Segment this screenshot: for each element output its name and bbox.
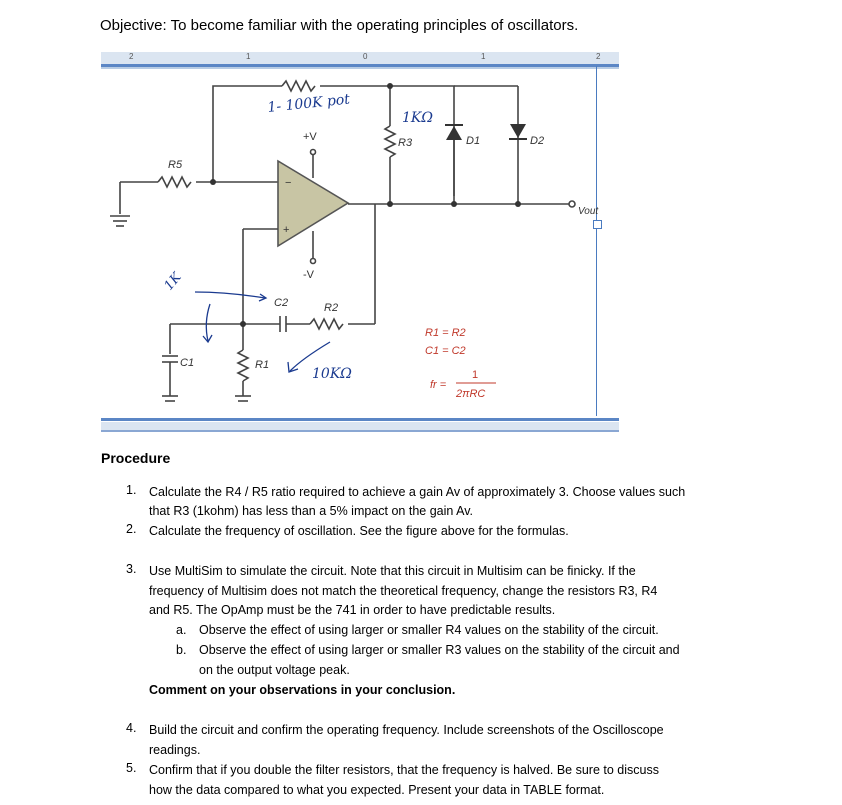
step-number: 3. bbox=[126, 562, 137, 576]
step-5-line-2: how the data compared to what you expected. Present your data in TABLE format. bbox=[149, 783, 605, 797]
step-5-line-1: Confirm that if you double the filter resistors, that the frequency is halved. Be sure to discuss bbox=[149, 763, 659, 777]
pot-resistor-symbol bbox=[282, 81, 315, 91]
handwritten-r2-note: 10KΩ bbox=[312, 366, 352, 382]
svg-text:−: − bbox=[285, 177, 292, 189]
ruler-mark: 2 bbox=[129, 52, 134, 61]
substep-b-line-2: on the output voltage peak. bbox=[199, 663, 350, 677]
c1-label: C1 bbox=[180, 357, 195, 369]
step-3-line-1: Use MultiSim to simulate the circuit. Note that this circuit in Multisim can be finicky. If the bbox=[149, 564, 636, 578]
substep-a-line-1: Observe the effect of using larger or smaller R4 values on the stability of the circuit. bbox=[199, 623, 659, 637]
formula-denominator: 2πRC bbox=[456, 388, 486, 400]
handwritten-arrow bbox=[195, 292, 265, 298]
r1-label: R1 bbox=[255, 359, 270, 371]
r5-resistor-symbol bbox=[158, 177, 191, 187]
c2-label: C2 bbox=[274, 297, 289, 309]
step-3-line-3: and R5. The OpAmp must be the 741 in order to have predictable results. bbox=[149, 603, 556, 617]
step-number: 5. bbox=[126, 761, 137, 775]
formula-fr-label: fr = bbox=[430, 379, 447, 391]
step-1-line-2: that R3 (1kohm) has less than a 5% impact on the gain Av. bbox=[149, 504, 474, 518]
procedure-heading: Procedure bbox=[101, 450, 171, 466]
plus-v-label: +V bbox=[303, 131, 317, 143]
page-break-bar bbox=[101, 418, 619, 436]
r3-label: R3 bbox=[398, 137, 413, 149]
handwritten-pot-note: 1- 100K pot bbox=[266, 91, 351, 116]
formula-r1-r2: R1 = R2 bbox=[425, 327, 466, 339]
r3-resistor-symbol bbox=[385, 126, 395, 157]
d1-label: D1 bbox=[466, 135, 481, 147]
handwritten-r3-note: 1KΩ bbox=[402, 110, 433, 126]
formula-numerator: 1 bbox=[472, 369, 479, 381]
r2-label: R2 bbox=[324, 302, 339, 314]
ruler-mark: 1 bbox=[481, 52, 486, 61]
handwritten-r1-note: 1K bbox=[161, 270, 185, 294]
d2-diode-symbol bbox=[510, 124, 526, 138]
substep-b-label: b. bbox=[176, 643, 187, 657]
substep-b-line-1: Observe the effect of using larger or smaller R3 values on the stability of the circuit and bbox=[199, 643, 680, 657]
r1-resistor-symbol bbox=[238, 350, 248, 381]
step-4-line-1: Build the circuit and confirm the operating frequency. Include screenshots of the Oscilloscope bbox=[149, 723, 664, 737]
step-2-line-1: Calculate the frequency of oscillation. See the figure above for the formulas. bbox=[149, 524, 569, 538]
step-number: 2. bbox=[126, 522, 137, 536]
d1-diode-symbol bbox=[446, 126, 462, 140]
step-number: 1. bbox=[126, 483, 137, 497]
comment-text: Comment on your observations in your conclusion. bbox=[149, 683, 456, 697]
r2-resistor-symbol bbox=[310, 319, 343, 329]
oscillator-circuit-diagram bbox=[100, 66, 600, 418]
step-3-line-2: frequency of Multisim does not match the theoretical frequency, change the resistors R3, R4 bbox=[149, 584, 658, 598]
ruler-mark: 2 bbox=[596, 52, 601, 61]
formula-c1-c2: C1 = C2 bbox=[425, 345, 466, 357]
handwritten-arrow bbox=[206, 304, 210, 341]
substep-a-label: a. bbox=[176, 623, 187, 637]
svg-text:+: + bbox=[283, 224, 290, 236]
step-number: 4. bbox=[126, 721, 137, 735]
step-4-line-2: readings. bbox=[149, 743, 201, 757]
step-1-line-1: Calculate the R4 / R5 ratio required to achieve a gain Av of approximately 3. Choose values such bbox=[149, 485, 686, 499]
r5-label: R5 bbox=[168, 159, 183, 171]
d2-label: D2 bbox=[530, 135, 545, 147]
ruler-mark: 0 bbox=[363, 52, 368, 61]
objective-text: Objective: To become familiar with the operating principles of oscillators. bbox=[100, 17, 579, 34]
minus-v-label: -V bbox=[303, 269, 314, 281]
ruler-mark: 1 bbox=[246, 52, 251, 61]
vout-label: Vout bbox=[578, 206, 599, 217]
